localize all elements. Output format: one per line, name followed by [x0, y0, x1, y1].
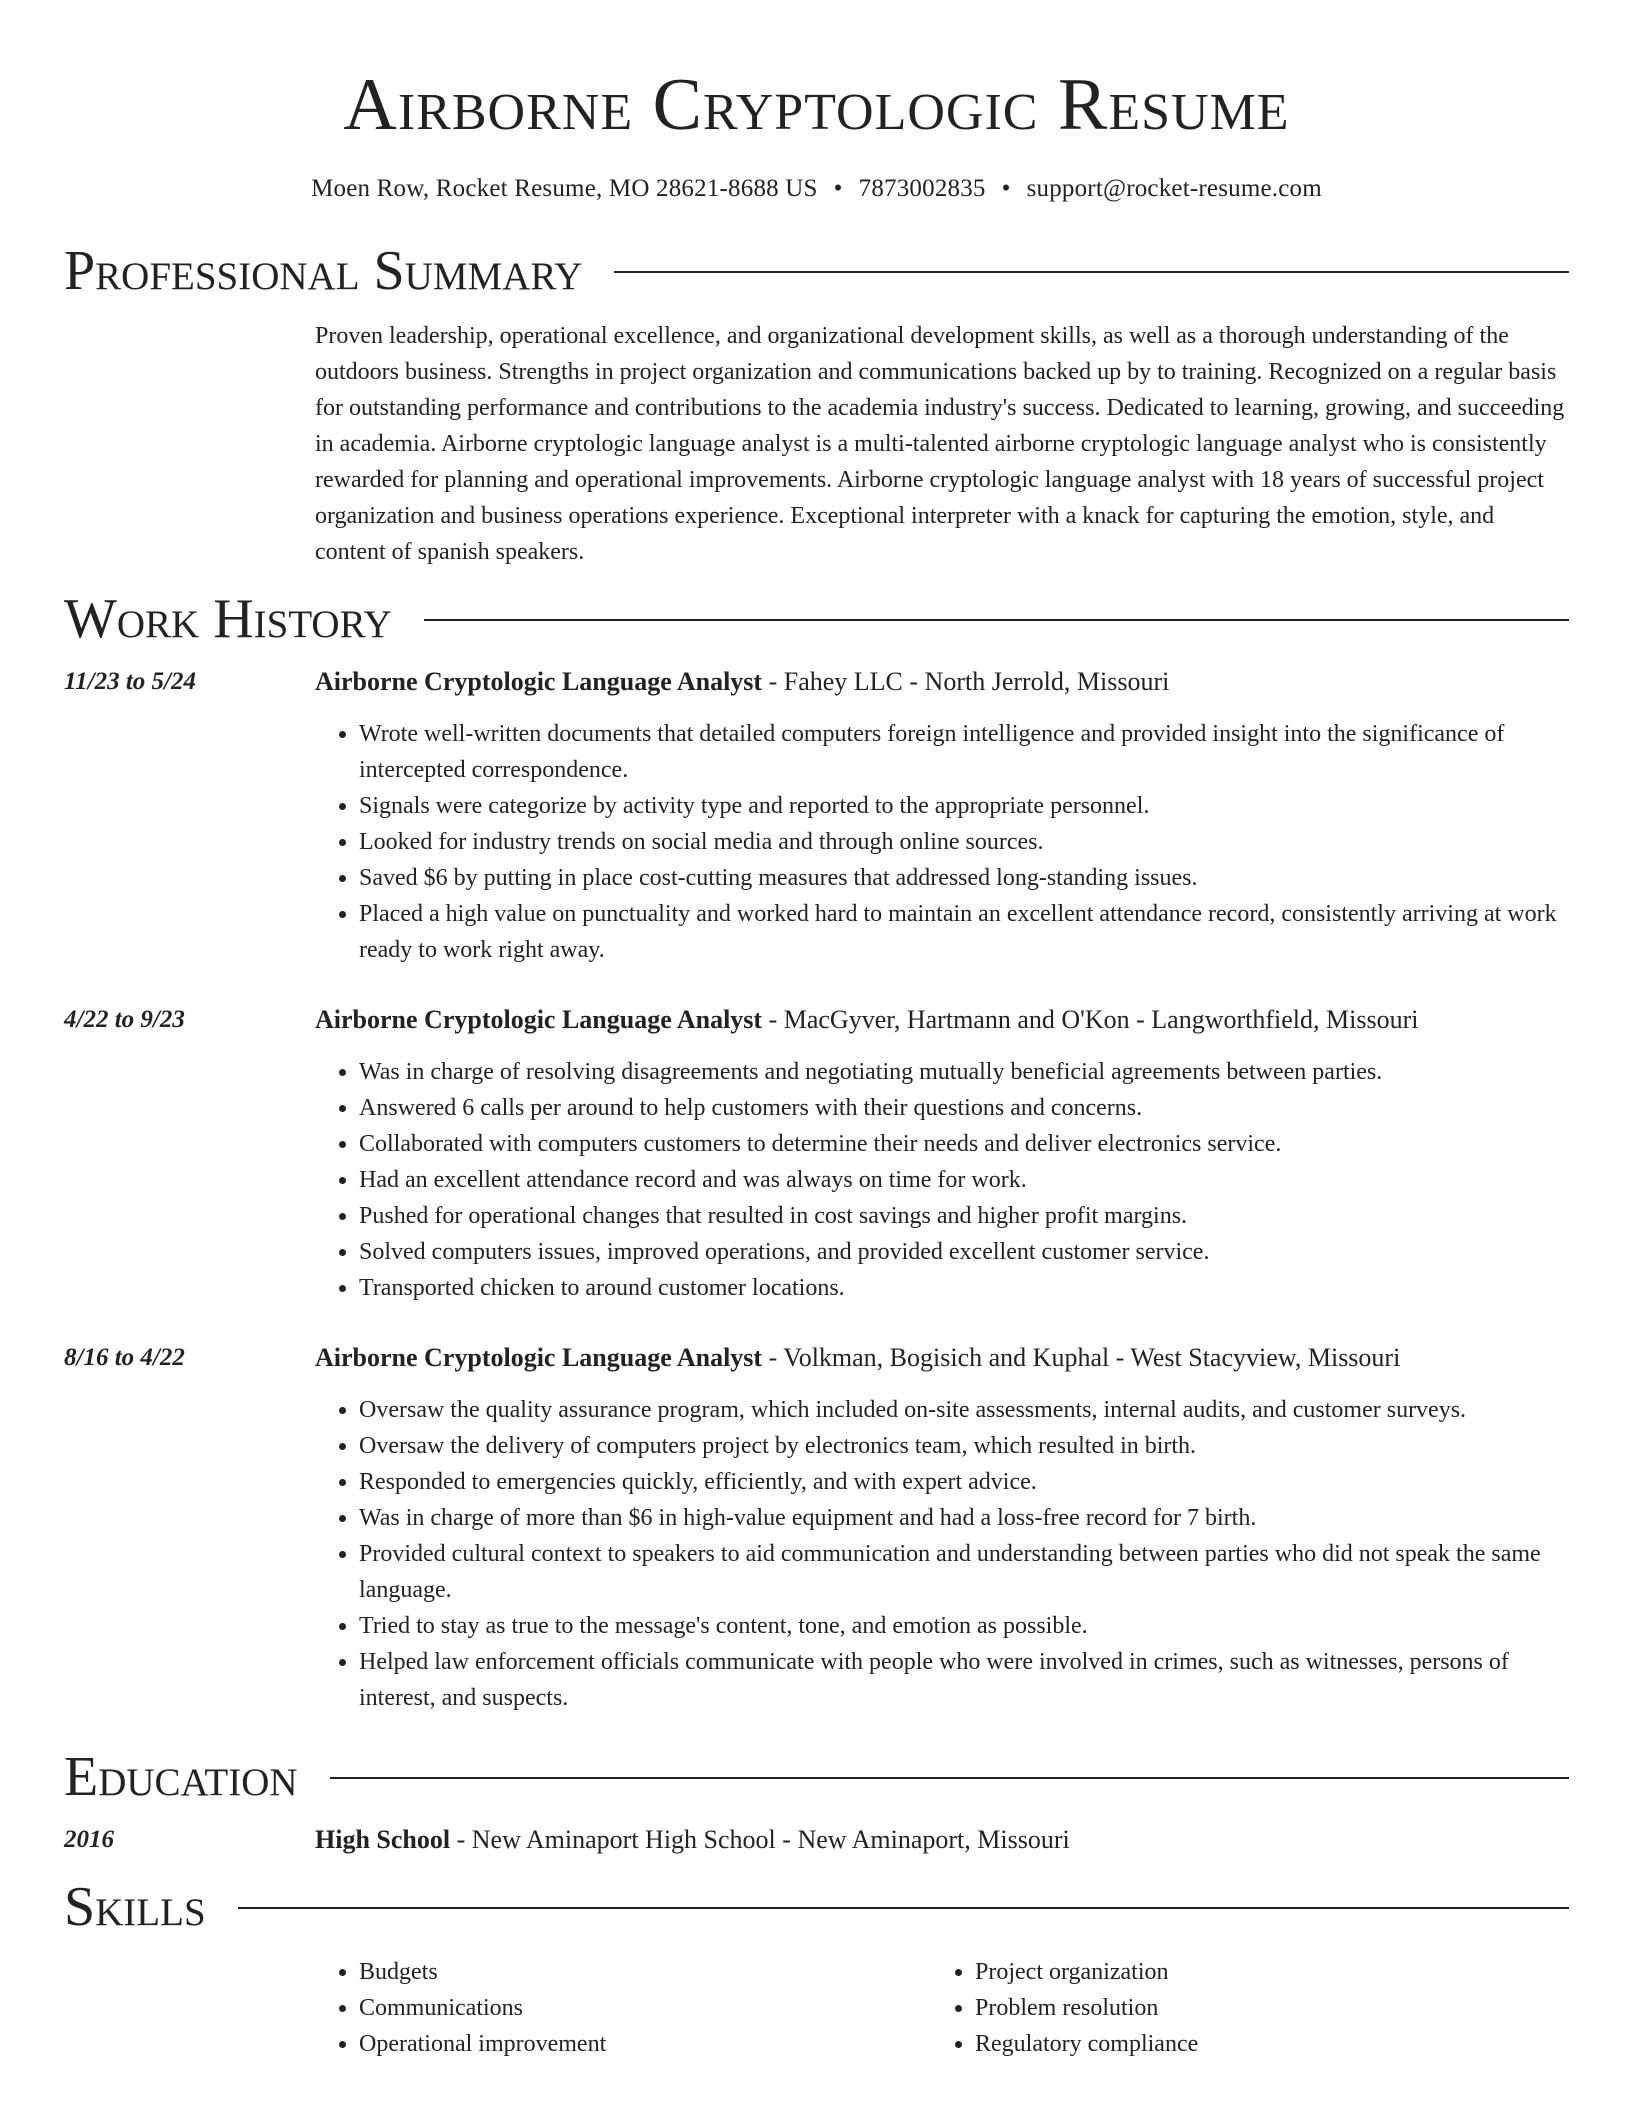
job-bullets: [315, 1054, 1569, 1306]
skill-item: • Budgets: [359, 1954, 931, 1990]
job-body: [315, 1002, 1569, 1306]
job-bullet: • Helped law enforcement officials communicate with people who were involved in crimes, such as witnesses, persons of interest, and suspects.: [359, 1644, 1569, 1716]
job-title: Airborne Cryptologic Language Analyst: [315, 667, 763, 696]
skills-heading-text: Skills: [64, 1876, 206, 1938]
resume-page: [64, 0, 1569, 2062]
job-employer: - Volkman, Bogisich and Kuphal - West Stacyview, Missouri: [762, 1343, 1401, 1372]
contact-separator: •: [833, 175, 843, 202]
job-title: Airborne Cryptologic Language Analyst: [315, 1005, 763, 1034]
job-title-line: [315, 664, 1569, 700]
education-degree: High School: [315, 1825, 451, 1854]
section-divider: [614, 271, 1569, 273]
job-bullet: • Was in charge of more than $6 in high-value equipment and had a loss-free record for 7 birth.: [359, 1500, 1569, 1536]
summary-heading-text: Professional Summary: [64, 240, 583, 302]
job-title: Airborne Cryptologic Language Analyst: [315, 1343, 763, 1372]
contact-line: [64, 172, 1569, 206]
skills-list: [315, 1954, 1569, 2062]
skill-item: • Operational improvement: [359, 2026, 931, 2062]
job-body: [315, 664, 1569, 968]
education-date: 2016: [64, 1826, 114, 1853]
work-history-section-heading: [64, 584, 1569, 654]
skill-item: • Regulatory compliance: [975, 2026, 1547, 2062]
contact-separator: •: [1001, 175, 1011, 202]
job-bullet: • Looked for industry trends on social media and through online sources.: [359, 824, 1569, 860]
job-title-line: [315, 1340, 1569, 1376]
education-line: [315, 1822, 1569, 1858]
job-dates: 11/23 to 5/24: [64, 668, 196, 695]
job-bullets: [315, 716, 1569, 968]
contact-email: support@rocket-resume.com: [1026, 175, 1322, 202]
work-history-heading-text: Work History: [64, 588, 392, 650]
summary-section-heading: [64, 236, 1569, 306]
job-dates: 4/22 to 9/23: [64, 1006, 185, 1033]
job-entry: [64, 1002, 1569, 1306]
job-bullet: • Was in charge of resolving disagreements and negotiating mutually beneficial agreements between parties.: [359, 1054, 1569, 1090]
job-entry: [64, 1340, 1569, 1716]
job-entry: [64, 664, 1569, 968]
job-bullet: • Wrote well-written documents that detailed computers foreign intelligence and provided insight into the significance of intercepted correspondence.: [359, 716, 1569, 788]
job-bullet: • Answered 6 calls per around to help customers with their questions and concerns.: [359, 1090, 1569, 1126]
job-bullet: • Oversaw the delivery of computers project by electronics team, which resulted in birth.: [359, 1428, 1569, 1464]
section-divider: [424, 619, 1569, 621]
skill-item: • Project organization: [975, 1954, 1547, 1990]
skills-column-left: [315, 1954, 931, 2062]
job-employer: - Fahey LLC - North Jerrold, Missouri: [762, 667, 1170, 696]
job-bullet: • Oversaw the quality assurance program, which included on-site assessments, internal audits, and customer surveys.: [359, 1392, 1569, 1428]
summary-text: Proven leadership, operational excellence, and organizational development skills, as well as a thorough understanding of the outdoors business. Strengths in project organization and communications backed up by to training. Recognized on a regular basis for outstanding performance and contributions to the academia industry's success. Dedicated to learning, growing, and succeeding in academia. Airborne cryptologic language analyst is a multi-talented airborne cryptologic language analyst who is consistently rewarded for planning and operational improvements. Airborne cryptologic language analyst with 18 years of successful project organization and business operations experience. Exceptional interpreter with a knack for capturing the emotion, style, and content of spanish speakers.: [315, 323, 1565, 565]
job-bullet: • Had an excellent attendance record and was always on time for work.: [359, 1162, 1569, 1198]
education-school: - New Aminaport High School - New Aminaport, Missouri: [450, 1825, 1070, 1854]
job-bullet: • Solved computers issues, improved operations, and provided excellent customer service.: [359, 1234, 1569, 1270]
job-bullet: • Collaborated with computers customers to determine their needs and deliver electronics service.: [359, 1126, 1569, 1162]
education-heading-text: Education: [64, 1746, 298, 1808]
job-bullet: • Pushed for operational changes that resulted in cost savings and higher profit margins.: [359, 1198, 1569, 1234]
skill-item: • Problem resolution: [975, 1990, 1547, 2026]
education-entry: [64, 1822, 1569, 1858]
job-bullet: • Placed a high value on punctuality and worked hard to maintain an excellent attendance record, consistently arriving at work ready to work right away.: [359, 896, 1569, 968]
section-divider: [238, 1907, 1569, 1909]
skills-column-right: [931, 1954, 1547, 2062]
education-body: [315, 1822, 1569, 1858]
section-divider: [330, 1777, 1569, 1779]
job-bullet: • Responded to emergencies quickly, efficiently, and with expert advice.: [359, 1464, 1569, 1500]
education-section-heading: [64, 1742, 1569, 1812]
skill-item: • Communications: [359, 1990, 931, 2026]
contact-address: Moen Row, Rocket Resume, MO 28621-8688 US: [311, 175, 818, 202]
job-bullet: • Signals were categorize by activity type and reported to the appropriate personnel.: [359, 788, 1569, 824]
job-bullet: • Tried to stay as true to the message's content, tone, and emotion as possible.: [359, 1608, 1569, 1644]
job-bullet: • Transported chicken to around customer locations.: [359, 1270, 1569, 1306]
contact-phone: 7873002835: [858, 175, 986, 202]
job-body: [315, 1340, 1569, 1716]
job-dates: 8/16 to 4/22: [64, 1344, 185, 1371]
job-bullets: [315, 1392, 1569, 1716]
resume-name: Airborne Cryptologic Resume: [343, 64, 1290, 146]
skills-section-heading: [64, 1872, 1569, 1942]
job-employer: - MacGyver, Hartmann and O'Kon - Langworthfield, Missouri: [762, 1005, 1419, 1034]
job-bullet: • Provided cultural context to speakers to aid communication and understanding between parties who did not speak the same language.: [359, 1536, 1569, 1608]
job-title-line: [315, 1002, 1569, 1038]
job-bullet: • Saved $6 by putting in place cost-cutting measures that addressed long-standing issues.: [359, 860, 1569, 896]
